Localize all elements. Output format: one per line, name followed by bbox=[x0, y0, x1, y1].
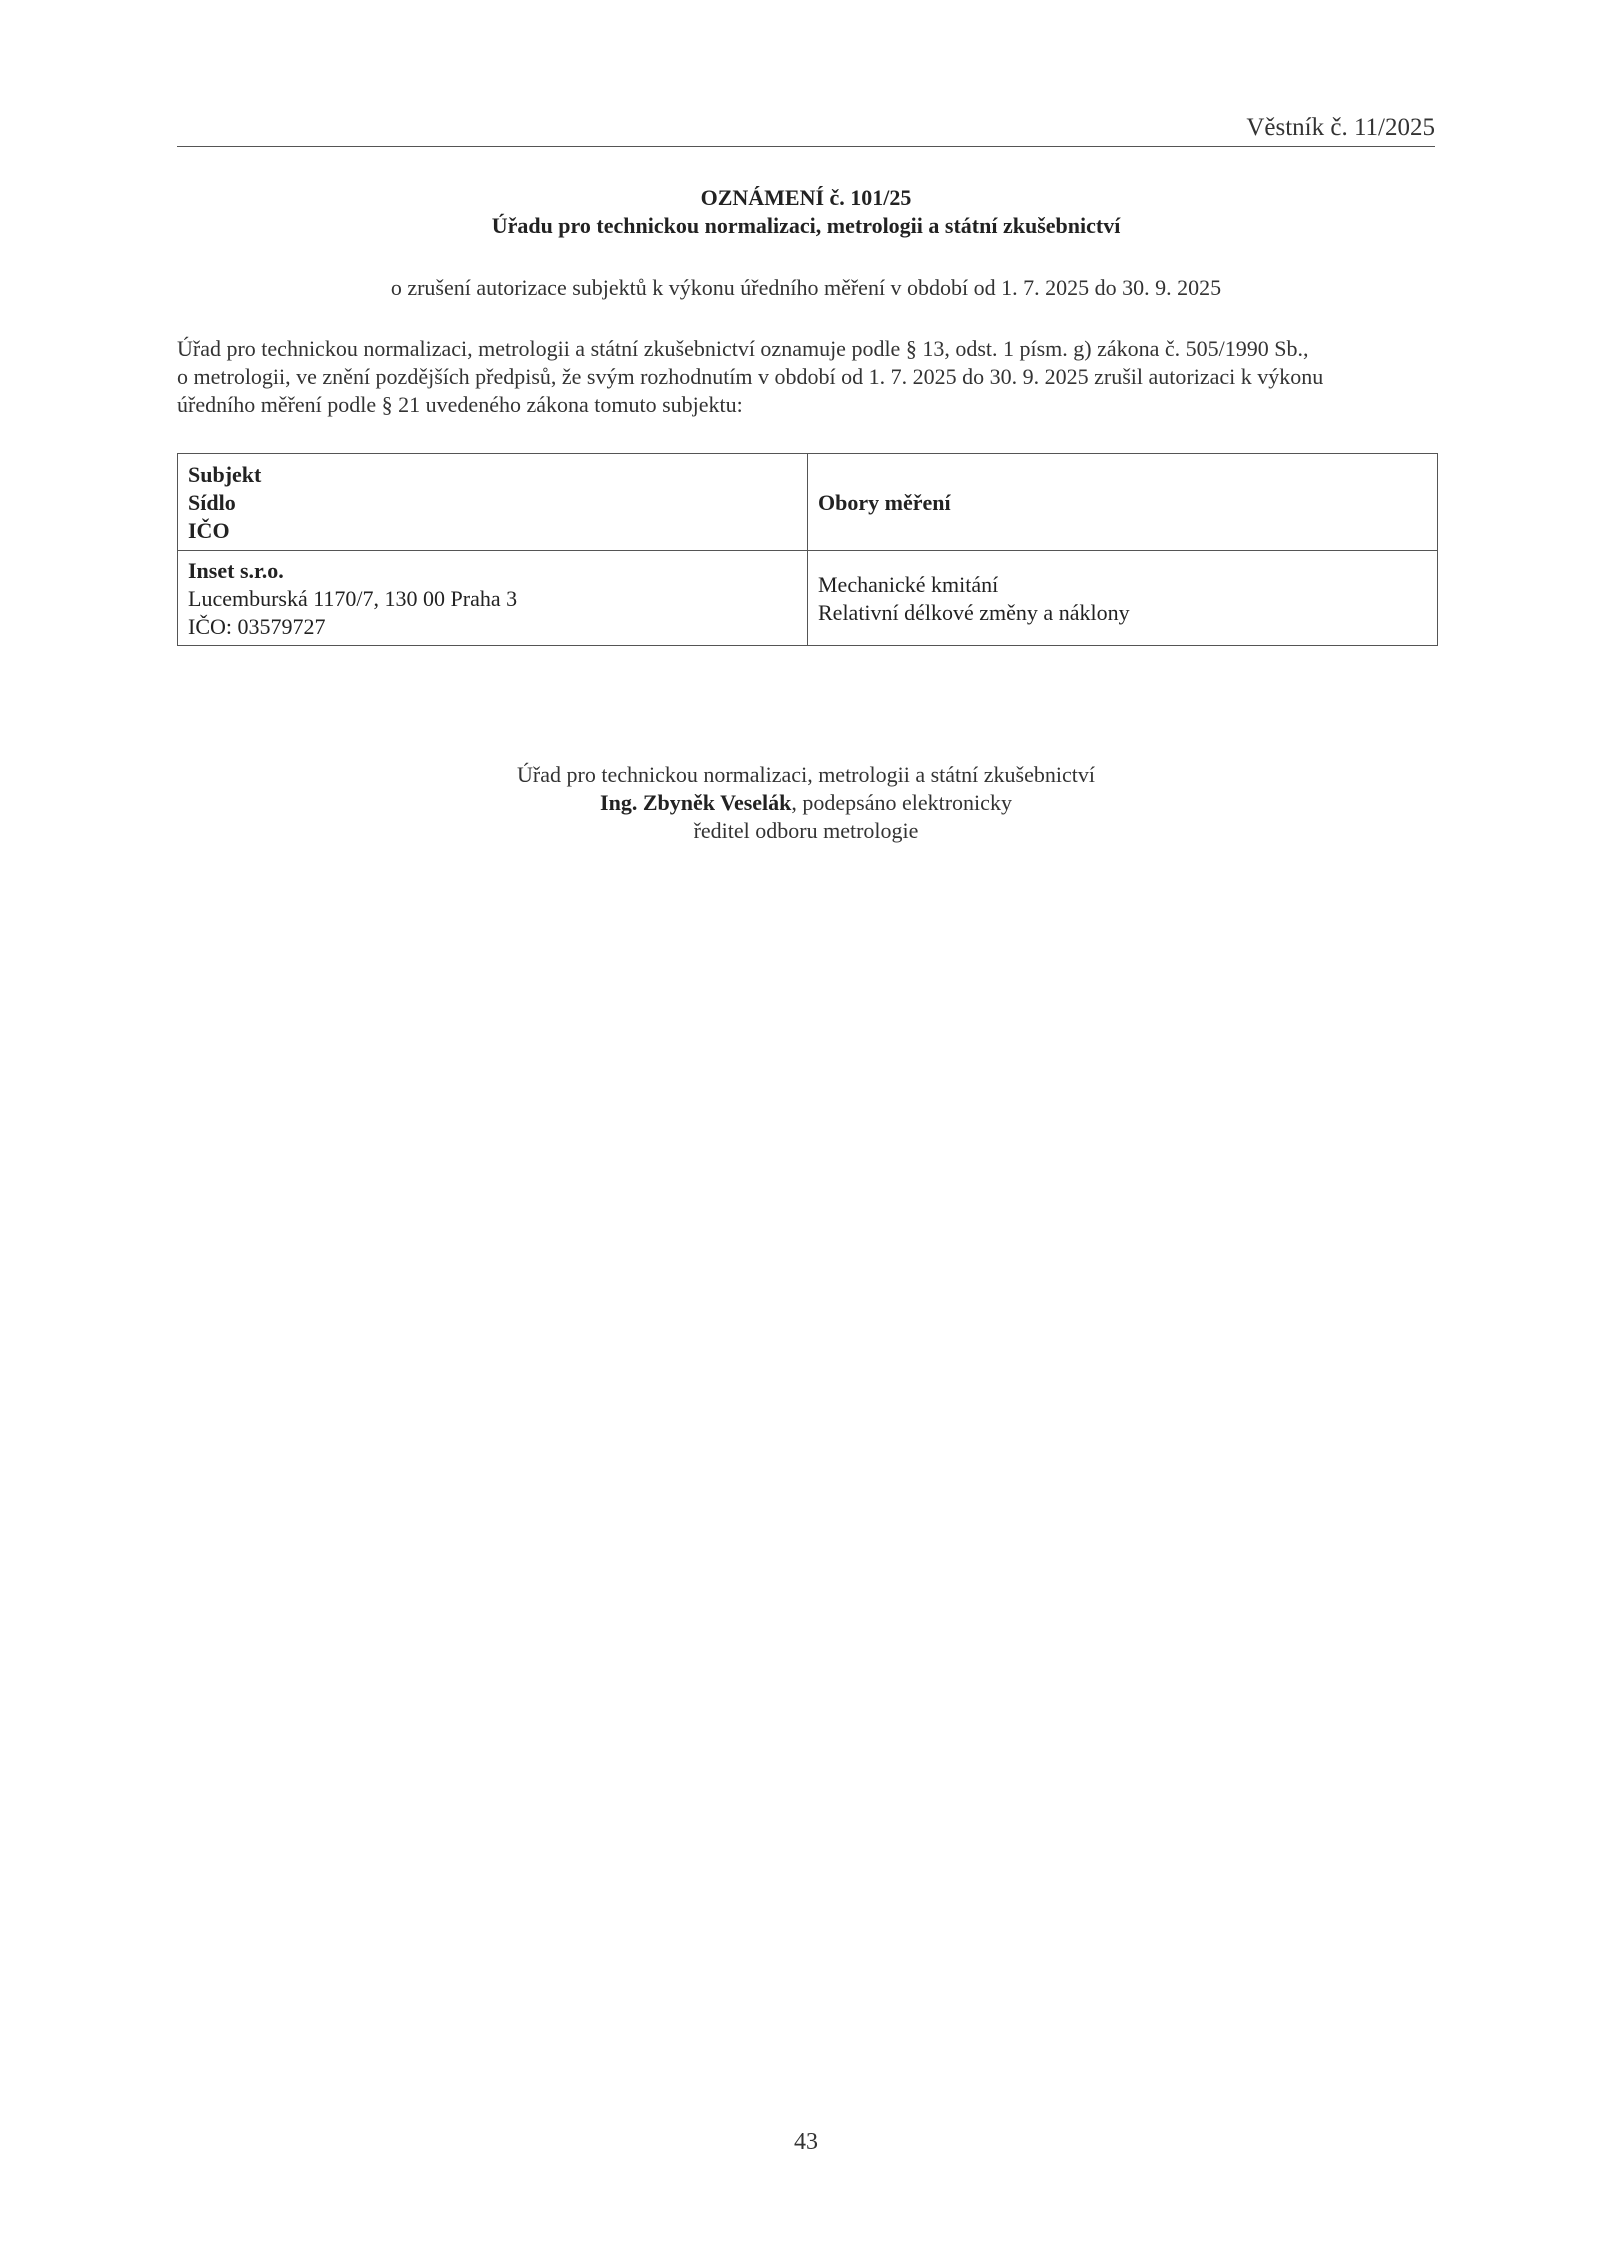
signatory-name: Ing. Zbyněk Veselák bbox=[600, 790, 792, 815]
signature-block bbox=[177, 761, 1435, 845]
header-label-subject: Subjekt bbox=[188, 462, 262, 487]
announcement-heading bbox=[177, 184, 1435, 240]
subject-cell bbox=[178, 551, 808, 646]
page-number: 43 bbox=[794, 2129, 818, 2155]
announcement-body bbox=[177, 335, 1435, 419]
announcement-title: OZNÁMENÍ č. 101/25 bbox=[700, 185, 912, 210]
body-line: úředního měření podle § 21 uvedeného zákona tomuto subjektu: bbox=[177, 392, 743, 417]
measurement-field: Relativní délkové změny a náklony bbox=[818, 600, 1130, 625]
body-line: Úřad pro technickou normalizaci, metrologii a státní zkušebnictví oznamuje podle § 13, odst. 1 písm. g) zákona č. 505/1990 Sb., bbox=[177, 336, 1309, 361]
measurement-field: Mechanické kmitání bbox=[818, 572, 999, 597]
subject-address: Lucemburská 1170/7, 130 00 Praha 3 bbox=[188, 586, 518, 611]
subject-ico: IČO: 03579727 bbox=[188, 614, 326, 639]
signature-office: Úřad pro technickou normalizaci, metrologii a státní zkušebnictví bbox=[517, 762, 1095, 787]
header-label-ico: IČO bbox=[188, 518, 230, 543]
fields-cell bbox=[808, 551, 1438, 646]
body-line: o metrologii, ve znění pozdějších předpisů, že svým rozhodnutím v období od 1. 7. 2025 do 30. 9. 2025 zrušil autorizaci k výkonu bbox=[177, 364, 1324, 389]
signature-line bbox=[177, 789, 1435, 817]
journal-issue: Věstník č. 11/2025 bbox=[1246, 114, 1435, 141]
announcement-issuer: Úřadu pro technickou normalizaci, metrologii a státní zkušebnictví bbox=[491, 213, 1121, 238]
page-header bbox=[177, 112, 1435, 147]
header-label-fields: Obory měření bbox=[818, 490, 951, 515]
header-cell-fields bbox=[808, 454, 1438, 551]
table-header-row bbox=[178, 454, 1438, 551]
signed-note: , podepsáno elektronicky bbox=[791, 790, 1012, 815]
signatory-position: ředitel odboru metrologie bbox=[693, 818, 919, 843]
authorization-table bbox=[177, 453, 1438, 646]
header-label-seat: Sídlo bbox=[188, 490, 236, 515]
subject-name: Inset s.r.o. bbox=[188, 558, 284, 583]
table-row bbox=[178, 551, 1438, 646]
header-cell-subject bbox=[178, 454, 808, 551]
announcement-subject: o zrušení autorizace subjektů k výkonu úředního měření v období od 1. 7. 2025 do 30. 9. 2025 bbox=[390, 275, 1222, 300]
